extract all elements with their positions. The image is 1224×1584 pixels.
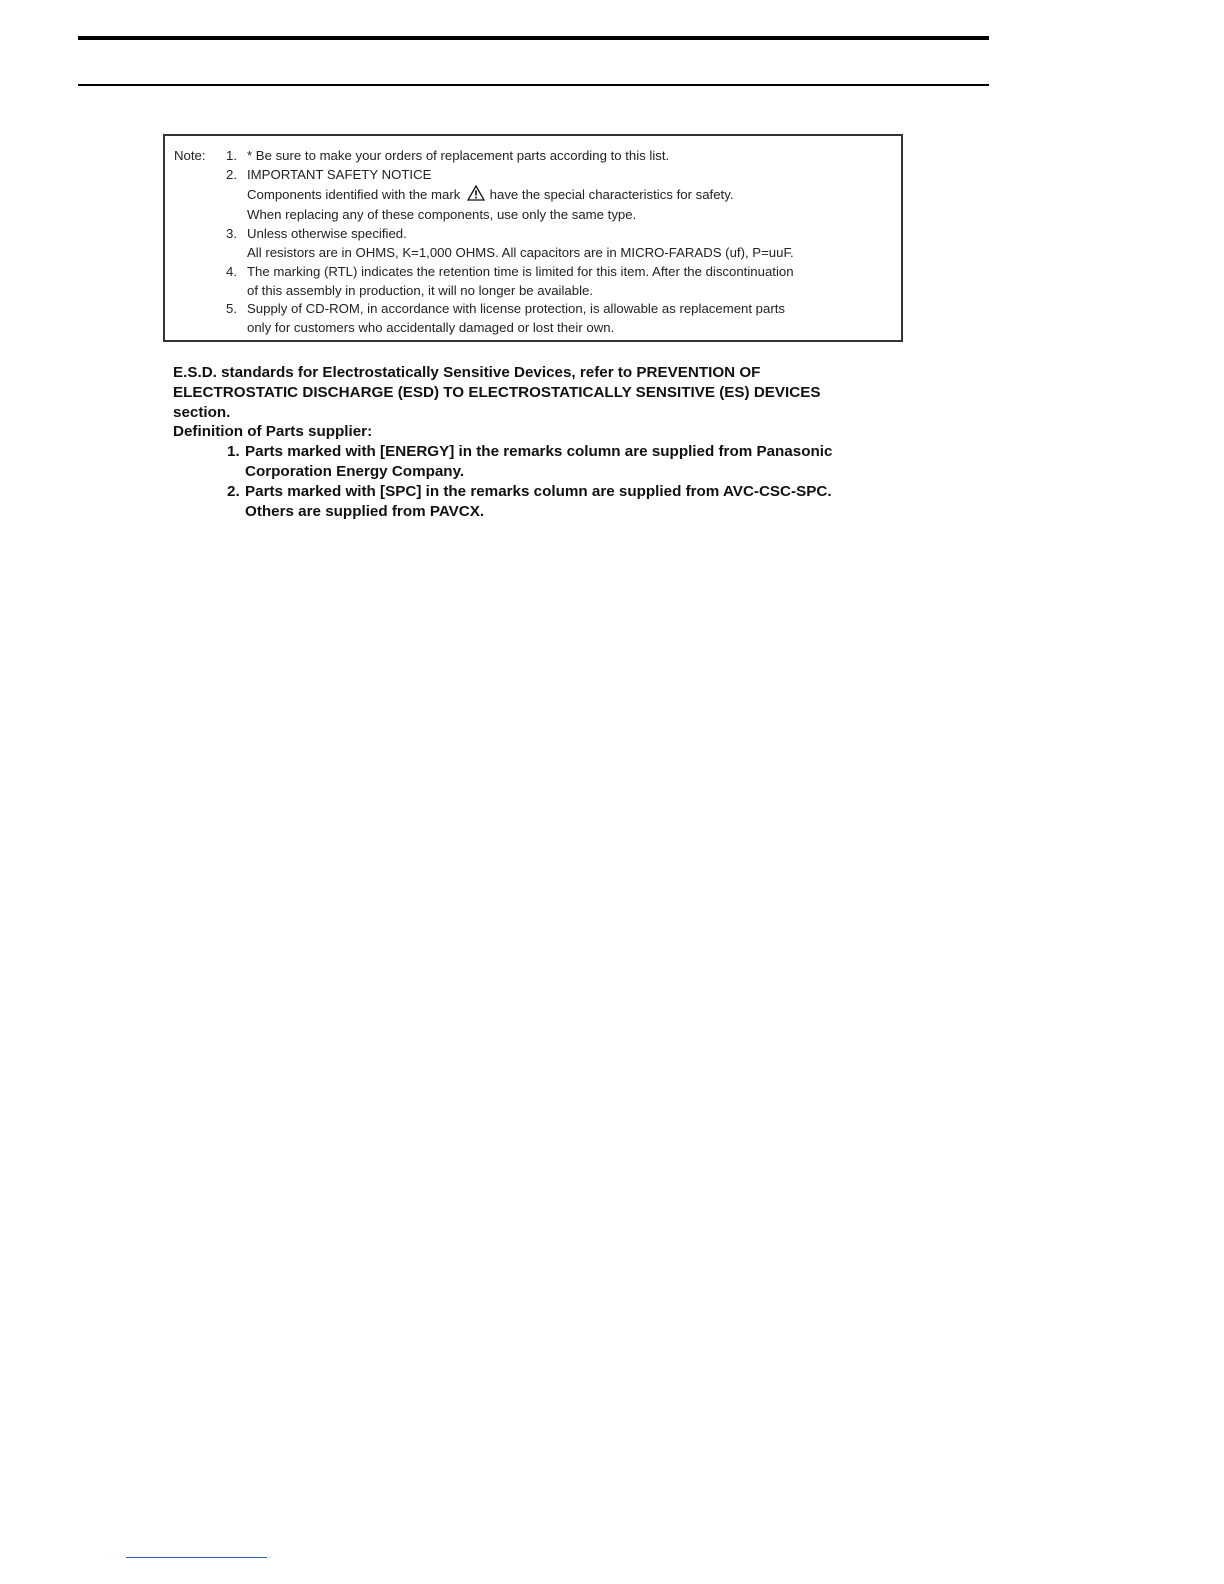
esd-section <box>173 363 893 521</box>
header-rule-top <box>78 36 989 40</box>
note-line: only for customers who accidentally damaged or lost their own. <box>247 320 615 336</box>
note-line-fragment: have the special characteristics for safety. <box>489 186 734 202</box>
esd-line: section. <box>173 403 231 421</box>
supplier-number: 1. <box>227 443 240 461</box>
note-list <box>226 147 896 338</box>
supplier-line: Corporation Energy Company. <box>245 462 465 480</box>
note-item-2 <box>226 166 896 225</box>
note-number: 2. <box>226 166 237 182</box>
note-line-fragment: Components identified with the mark <box>247 186 461 202</box>
note-number: 5. <box>226 301 237 317</box>
supplier-number: 2. <box>227 482 240 500</box>
note-number: 3. <box>226 226 237 242</box>
note-line: All resistors are in OHMS, K=1,000 OHMS. All capacitors are in MICRO-FARADS (uf), P=uuF. <box>247 244 794 260</box>
note-number: 1. <box>226 148 237 163</box>
footer-link-underline <box>126 1557 267 1558</box>
supplier-line: Parts marked with [ENERGY] in the remarks column are supplied from Panasonic <box>245 443 833 461</box>
note-item-3 <box>226 225 896 263</box>
header-rule-bottom <box>78 84 989 86</box>
supplier-line: Others are supplied from PAVCX. <box>245 502 485 520</box>
warning-triangle-icon <box>467 185 485 207</box>
supplier-item-1 <box>173 442 893 482</box>
note-label: Note: <box>174 148 206 163</box>
supplier-line: Parts marked with [SPC] in the remarks column are supplied from AVC-CSC-SPC. <box>245 482 832 500</box>
esd-line: E.S.D. standards for Electrostatically Sensitive Devices, refer to PREVENTION OF <box>173 364 761 381</box>
safety-mark-line <box>247 185 896 207</box>
note-line: Unless otherwise specified. <box>247 226 407 242</box>
supplier-list <box>173 442 893 521</box>
note-line: Supply of CD-ROM, in accordance with license protection, is allowable as replacement parts <box>247 301 786 317</box>
note-line: The marking (RTL) indicates the retention time is limited for this item. After the discontinuation <box>247 263 794 279</box>
note-line: When replacing any of these components, use only the same type. <box>247 207 637 223</box>
supplier-item-2 <box>173 482 893 522</box>
note-number: 4. <box>226 263 237 279</box>
note-item-1 <box>226 147 896 166</box>
note-item-4 <box>226 263 896 301</box>
note-box <box>163 134 903 342</box>
esd-line: ELECTROSTATIC DISCHARGE (ESD) TO ELECTROSTATICALLY SENSITIVE (ES) DEVICES <box>173 383 821 401</box>
note-item-5 <box>226 300 896 338</box>
note-line: * Be sure to make your orders of replacement parts according to this list. <box>247 148 670 163</box>
note-line: IMPORTANT SAFETY NOTICE <box>247 166 432 182</box>
definition-title: Definition of Parts supplier: <box>173 423 373 441</box>
note-line: of this assembly in production, it will no longer be available. <box>247 282 593 298</box>
